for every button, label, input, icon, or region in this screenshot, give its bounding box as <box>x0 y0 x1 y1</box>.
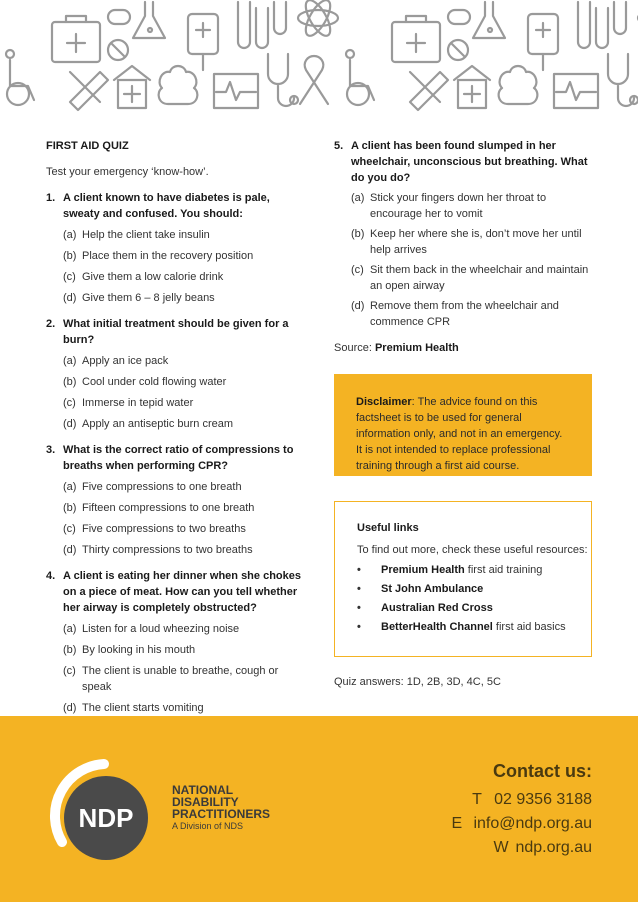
quiz-option: (d) The client starts vomiting <box>63 702 204 714</box>
atom-icon <box>298 0 338 39</box>
source-line: Source: Premium Health <box>334 342 459 354</box>
quiz-option: (c) The client is unable to breathe, cough or speak <box>63 665 279 693</box>
question-number: 1. <box>46 192 56 204</box>
quiz-option: (d) Give them 6 – 8 jelly beans <box>63 292 215 304</box>
quiz-title: FIRST AID QUIZ <box>46 140 129 152</box>
contact-phone[interactable]: T 02 9356 3188 <box>472 791 592 808</box>
useful-links-box <box>334 501 592 657</box>
iv-bag-icon <box>188 14 218 70</box>
pills-icon <box>108 10 130 60</box>
quiz-option: (a) Stick your fingers down her throat to encourage her to vomit <box>351 192 547 220</box>
question-number: 3. <box>46 444 56 456</box>
disclaimer-label: Disclaimer <box>356 396 412 408</box>
quiz-question-2 <box>46 316 308 348</box>
pharmacy-icon <box>114 66 150 108</box>
quiz-right-column <box>334 138 596 356</box>
org-subtitle: A Division of NDS <box>172 821 244 831</box>
footer <box>0 716 638 902</box>
quiz-option: (b) Place them in the recovery position <box>63 250 254 262</box>
quiz-question-5 <box>334 138 596 186</box>
quiz-option: (a) Help the client take insulin <box>63 229 210 241</box>
question-number: 2. <box>46 318 56 330</box>
quiz-option: (a) Apply an ice pack <box>63 355 169 367</box>
stethoscope-icon <box>268 54 298 106</box>
contact-email[interactable]: E info@ndp.org.au <box>451 815 592 832</box>
question-text: A client is eating her dinner when she chokes on a piece of meat. How can you tell whether her airway is completely obstructed? <box>63 570 301 614</box>
useful-link-item[interactable]: • Australian Red Cross <box>357 602 493 614</box>
quiz-option: (c) Sit them back in the wheelchair and maintain an open airway <box>351 264 589 292</box>
question-number: 4. <box>46 570 56 582</box>
source-name: Premium Health <box>374 342 459 354</box>
quiz-question-3 <box>46 442 308 474</box>
useful-link-item[interactable]: • Premium Health first aid training <box>357 564 543 576</box>
quiz-option: (d) Remove them from the wheelchair and commence CPR <box>351 300 559 328</box>
logo-text: NDP <box>78 803 134 833</box>
useful-link-item[interactable]: • BetterHealth Channel first aid basics <box>357 621 566 633</box>
quiz-option: (b) Cool under cold flowing water <box>63 376 227 388</box>
quiz-option: (d) Apply an antiseptic burn cream <box>63 418 234 430</box>
quiz-option: (a) Five compressions to one breath <box>63 481 242 493</box>
quiz-option: (a) Listen for a loud wheezing noise <box>63 623 240 635</box>
icon-banner <box>0 0 638 112</box>
quiz-question-1 <box>46 190 308 222</box>
first-aid-kit-icon <box>52 16 100 62</box>
question-text: A client has been found slumped in her wheelchair, unconscious but breathing. What do you do? <box>351 140 588 184</box>
disclaimer-text: : The advice found on this factsheet is to be used for general information only, and not in an emergency. It is not intended to replace professional training through a first aid course. <box>356 396 563 472</box>
quiz-option: (b) Fifteen compressions to one breath <box>63 502 255 514</box>
heartbeat-icon <box>214 74 258 108</box>
useful-links-title: Useful links <box>357 522 419 534</box>
awareness-ribbon-icon <box>300 56 328 104</box>
disclaimer-box <box>334 374 592 476</box>
flask-icon <box>133 2 165 38</box>
quiz-option: (c) Five compressions to two breaths <box>63 523 246 535</box>
quiz-intro: Test your emergency ‘know-how’. <box>46 166 209 178</box>
quiz-option: (c) Immerse in tepid water <box>63 397 194 409</box>
quiz-answers: Quiz answers: 1D, 2B, 3D, 4C, 5C <box>334 676 501 688</box>
useful-links-description: To find out more, check these useful resources: <box>357 544 588 556</box>
quiz-option: (b) Keep her where she is, don’t move her until help arrives <box>351 228 582 256</box>
question-number: 5. <box>334 140 344 152</box>
quiz-question-4 <box>46 568 308 616</box>
useful-link-item[interactable]: • St John Ambulance <box>357 583 484 595</box>
contact-title: Contact us: <box>493 761 592 781</box>
contact-website[interactable]: W ndp.org.au <box>493 839 592 856</box>
quiz-option: (b) By looking in his mouth <box>63 644 196 656</box>
brain-icon <box>159 66 198 104</box>
quiz-left-column <box>46 138 308 716</box>
question-text: A client known to have diabetes is pale, sweaty and confused. You should: <box>63 192 270 220</box>
wheelchair-icon <box>6 50 34 105</box>
ndp-logo <box>44 756 164 876</box>
bandage-icon <box>70 72 108 110</box>
question-text: What initial treatment should be given for a burn? <box>63 318 289 346</box>
test-tubes-icon <box>238 2 286 48</box>
quiz-option: (c) Give them a low calorie drink <box>63 271 224 283</box>
question-text: What is the correct ratio of compressions to breaths when performing CPR? <box>63 444 294 472</box>
contact-block <box>451 760 592 860</box>
quiz-option: (d) Thirty compressions to two breaths <box>63 544 253 556</box>
org-name: NATIONAL DISABILITY PRACTITIONERS A Division of NDS <box>172 783 271 831</box>
